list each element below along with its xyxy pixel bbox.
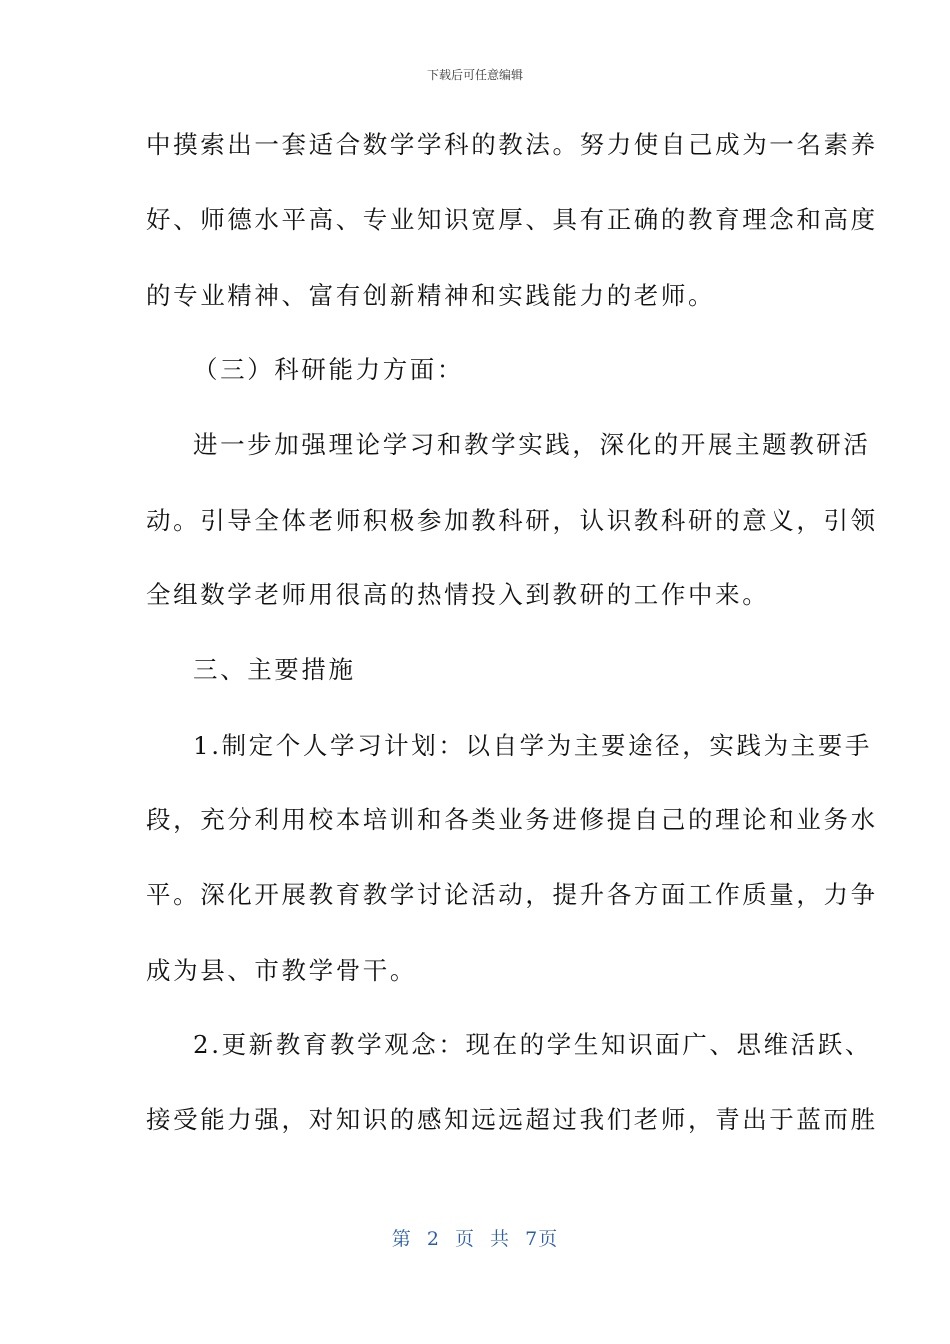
- body-line: 中摸索出一套适合数学学科的教法。努力使自己成为一名素养: [146, 130, 878, 159]
- page-footer: [0, 1224, 950, 1251]
- section-heading: （三）科研能力方面：: [193, 355, 464, 384]
- body-line: 成为县、市教学骨干。: [146, 956, 417, 985]
- footer-total: 7页: [525, 1228, 559, 1250]
- body-line: 全组数学老师用很高的热情投入到教研的工作中来。: [146, 580, 770, 609]
- body-line: 1.制定个人学习计划：以自学为主要途径，实践为主要手: [193, 731, 872, 760]
- footer-total-prefix: 共: [490, 1228, 511, 1250]
- section-heading: 三、主要措施: [193, 655, 356, 684]
- body-line: 平。深化开展教育教学讨论活动，提升各方面工作质量，力争: [146, 880, 878, 909]
- body-line: 接受能力强，对知识的感知远远超过我们老师，青出于蓝而胜: [146, 1105, 878, 1134]
- body-line: 进一步加强理论学习和教学实践，深化的开展主题教研活: [193, 430, 871, 459]
- body-line: 段，充分利用校本培训和各类业务进修提自己的理论和业务水: [146, 805, 878, 834]
- body-line: 好、师德水平高、专业知识宽厚、具有正确的教育理念和高度: [146, 205, 878, 234]
- body-line: 2.更新教育教学观念：现在的学生知识面广、思维活跃、: [193, 1030, 872, 1059]
- body-line: 动。引导全体老师积极参加教科研，认识教科研的意义，引领: [146, 506, 878, 535]
- footer-page-unit: 页: [454, 1228, 475, 1250]
- page-header: 下载后可任意编辑: [426, 68, 523, 82]
- footer-prefix: 第: [391, 1228, 412, 1250]
- footer-page-number: 2: [426, 1228, 440, 1250]
- body-line: 的专业精神、富有创新精神和实践能力的老师。: [146, 281, 716, 310]
